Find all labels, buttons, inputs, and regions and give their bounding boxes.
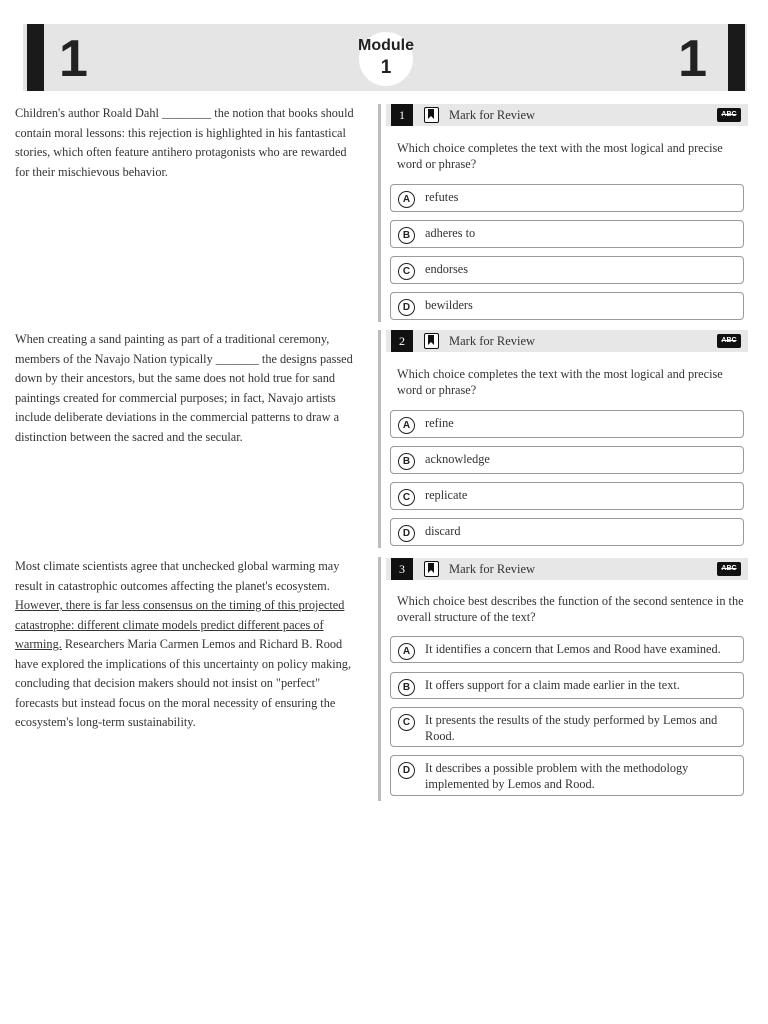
option-text: adheres to [425, 226, 476, 240]
question-header-3 [386, 558, 748, 580]
question-prompt-3: Which choice best describes the function of the second sentence in the overall structure of the text? [397, 594, 744, 624]
option-letter-a-icon: A [398, 643, 415, 660]
bookmark-icon[interactable] [424, 107, 439, 123]
option-letter-d-icon: D [398, 525, 415, 542]
option-text: It presents the results of the study performed by Lemos and Rood. [425, 713, 718, 743]
module-header [23, 24, 747, 91]
option-text: discard [425, 524, 461, 538]
option-3b[interactable] [390, 672, 744, 699]
passage-1: Children's author Roald Dahl ________ the notion that books should contain moral lessons: this rejection is highlighted in his fantastical stories, which often feature antihero protagonists who are rewarded for their mischievous behavior. [15, 106, 354, 179]
option-1c[interactable] [390, 256, 744, 284]
mark-for-review-label[interactable]: Mark for Review [449, 562, 536, 576]
option-3c[interactable] [390, 707, 744, 747]
module-label: Module [358, 37, 414, 54]
option-letter-b-icon: B [398, 679, 415, 696]
option-2b[interactable] [390, 446, 744, 474]
question-header-1 [386, 104, 748, 126]
passage-3 [15, 557, 360, 733]
divider-1 [378, 104, 381, 322]
option-1b[interactable] [390, 220, 744, 248]
module-number: 1 [380, 57, 392, 78]
option-text: acknowledge [425, 452, 490, 466]
option-3d[interactable] [390, 755, 744, 796]
option-2a[interactable] [390, 410, 744, 438]
option-letter-a-icon: A [398, 417, 415, 434]
option-1a[interactable] [390, 184, 744, 212]
option-letter-b-icon: B [398, 453, 415, 470]
option-3a[interactable] [390, 636, 744, 663]
divider-2 [378, 330, 381, 548]
passage-3-intro: Most climate scientists agree that unchecked global warming may result in catastrophic outcomes affecting the planet's ecosystem. [15, 559, 340, 593]
option-2c[interactable] [390, 482, 744, 510]
abc-strikethrough-icon[interactable]: ABC [717, 108, 741, 122]
option-text: refine [425, 416, 454, 430]
option-letter-c-icon: C [398, 714, 415, 731]
mark-for-review-label[interactable]: Mark for Review [449, 334, 536, 348]
header-left-bar [27, 24, 44, 91]
passage-2: When creating a sand painting as part of a traditional ceremony, members of the Navajo Nation typically _______ the designs passed down by their ancestors, but the same does not hold true for sand paintings created for commercial purposes; in fact, Navajo artists include deliberate deviations in the commercial patterns to draw a distinction between the sacred and the secular. [15, 332, 353, 444]
option-2d[interactable] [390, 518, 744, 546]
option-letter-d-icon: D [398, 762, 415, 779]
bookmark-icon[interactable] [424, 333, 439, 349]
option-text: refutes [425, 190, 459, 204]
bookmark-icon[interactable] [424, 561, 439, 577]
option-letter-c-icon: C [398, 263, 415, 280]
passage-3-rest: Researchers Maria Carmen Lemos and Richard B. Rood have explored the implications of this uncertainty on policy making, concluding that decision makers should not insist on "perfect" forecasts but instead focus on the moral necessity of ensuring the ecosystem's long-term sustainability. [15, 637, 352, 729]
option-text: replicate [425, 488, 468, 502]
option-text: endorses [425, 262, 469, 276]
option-text: It describes a possible problem with the methodology implemented by Lemos and Rood. [425, 761, 689, 791]
divider-3 [378, 557, 381, 801]
option-letter-a-icon: A [398, 191, 415, 208]
abc-strikethrough-icon[interactable]: ABC [717, 334, 741, 348]
option-letter-d-icon: D [398, 299, 415, 316]
option-letter-b-icon: B [398, 227, 415, 244]
question-number-2: 2 [391, 330, 413, 352]
header-right-bar [728, 24, 745, 91]
header-left-number: 1 [59, 30, 88, 88]
option-text: bewilders [425, 298, 473, 312]
passage-3-underlined-sentence: However, there is far less consensus on the timing of this projected catastrophe: different climate models predict different paces of warming. [15, 598, 345, 651]
option-text: It identifies a concern that Lemos and Rood have examined. [425, 642, 721, 656]
header-right-number: 1 [678, 30, 707, 88]
option-text: It offers support for a claim made earlier in the text. [425, 678, 680, 692]
question-prompt-1: Which choice completes the text with the most logical and precise word or phrase? [397, 141, 723, 171]
question-prompt-2: Which choice completes the text with the most logical and precise word or phrase? [397, 367, 723, 397]
question-number-1: 1 [391, 104, 413, 126]
question-number-3: 3 [391, 558, 413, 580]
abc-strikethrough-icon[interactable]: ABC [717, 562, 741, 576]
question-header-2 [386, 330, 748, 352]
mark-for-review-label[interactable]: Mark for Review [449, 108, 536, 122]
option-letter-c-icon: C [398, 489, 415, 506]
option-1d[interactable] [390, 292, 744, 320]
